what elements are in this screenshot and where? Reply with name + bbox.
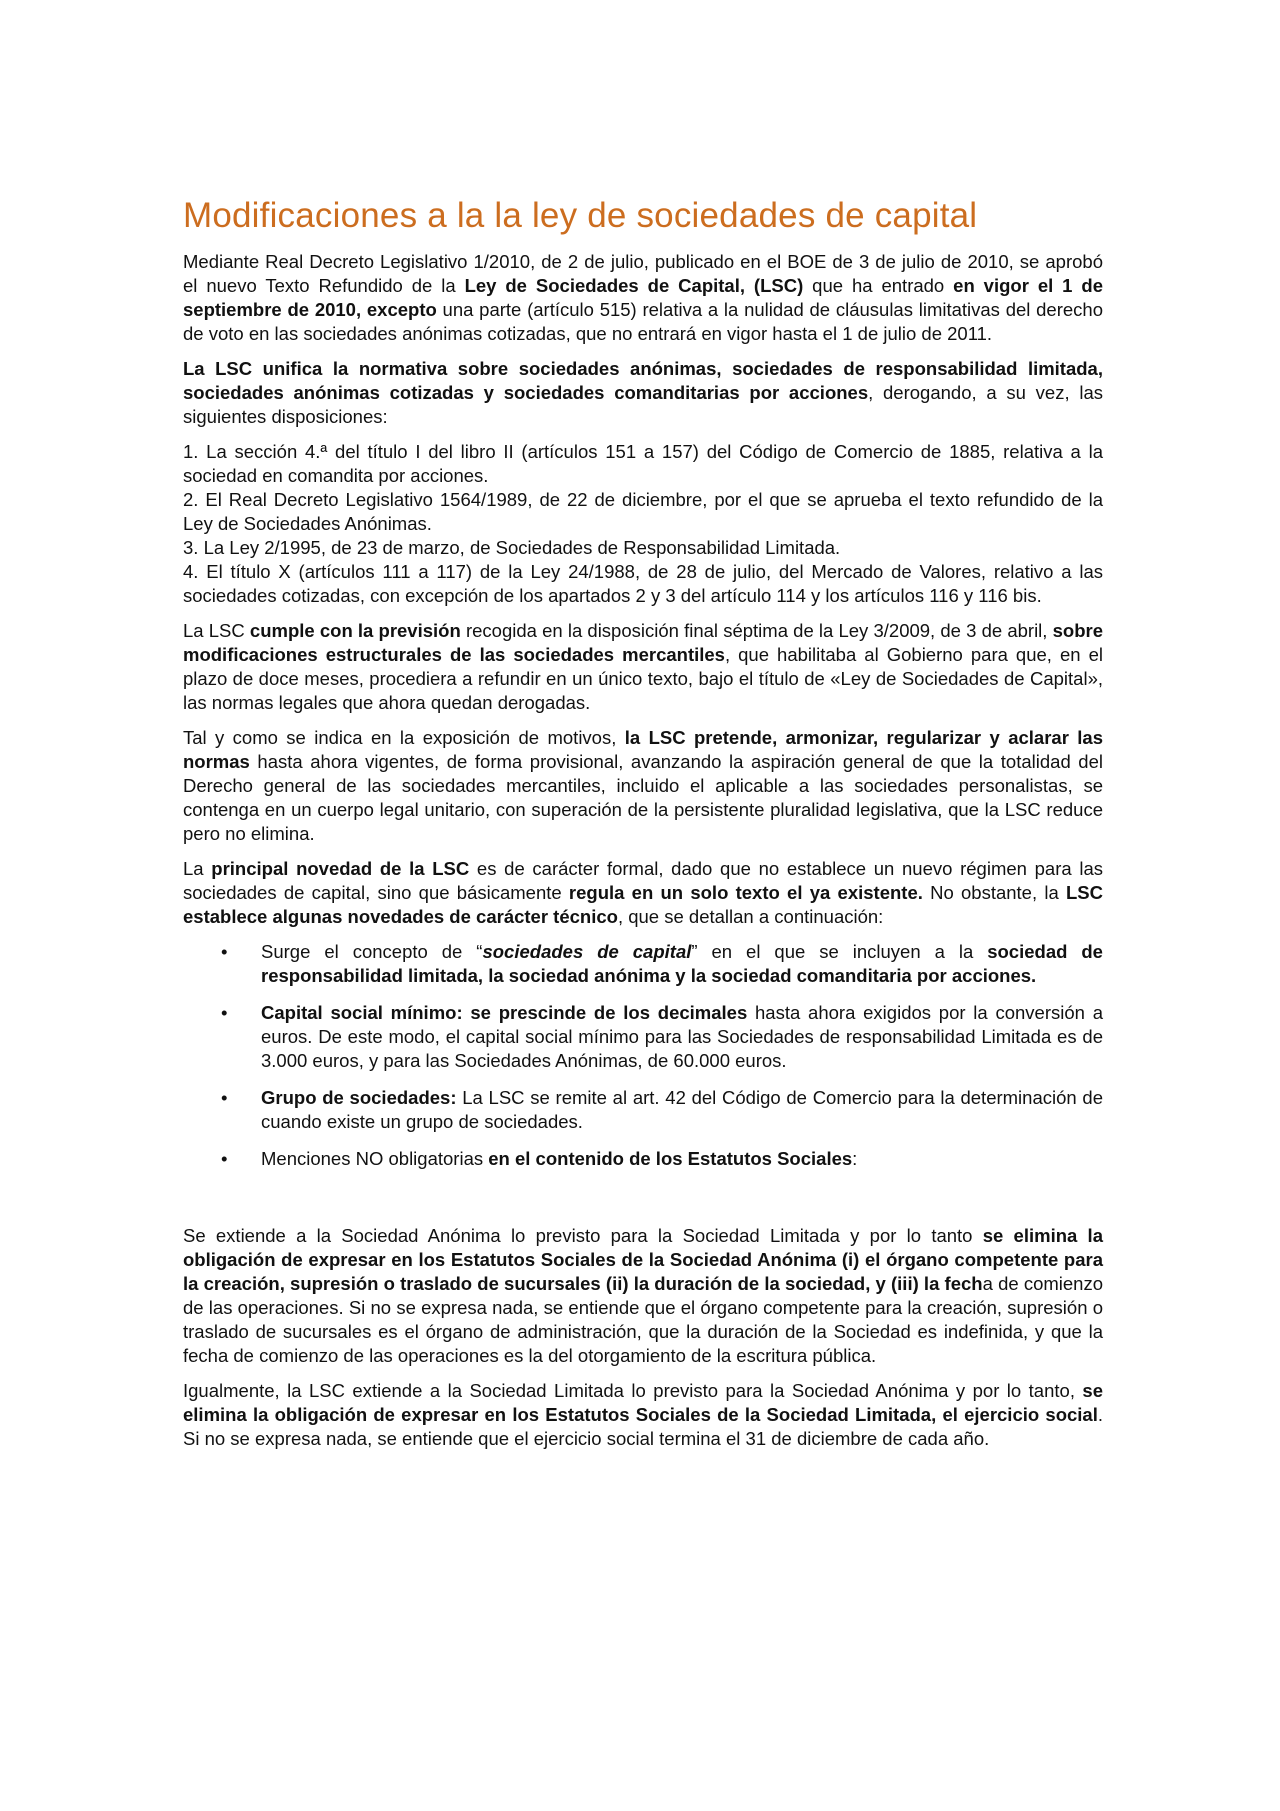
document-page — [183, 196, 1103, 1462]
bullet-text: Grupo de sociedades: La LSC se remite al art. 42 del Código de Comercio para la determinación de cuando existe un grupo de sociedades. — [261, 1087, 1103, 1132]
paragraph: La LSC unifica la normativa sobre sociedades anónimas, sociedades de responsabilidad limitada, sociedades anónimas cotizadas y sociedades comanditarias por acciones, derogando, a su vez, las siguientes disposiciones: — [183, 358, 1103, 427]
bullet-text: Capital social mínimo: se prescinde de los decimales hasta ahora exigidos por la conversión a euros. De este modo, el capital social mínimo para las Sociedades de responsabilidad Limitada es de 3.000 euros, y para las Sociedades Anónimas, de 60.000 euros. — [261, 1002, 1103, 1071]
bullet-icon: • — [221, 1148, 228, 1169]
bullet-item — [221, 940, 1103, 988]
emphasis-text: Capital social mínimo: se prescinde de los decimales — [261, 1002, 748, 1023]
numbered-list-item: 3. La Ley 2/1995, de 23 de marzo, de Sociedades de Responsabilidad Limitada. — [183, 537, 841, 558]
paragraph: Igualmente, la LSC extiende a la Sociedad Limitada lo previsto para la Sociedad Anónima y por lo tanto, se elimina la obligación de expresar en los Estatutos Sociales de la Sociedad Limitada, el ejercicio social. Si no se expresa nada, se entiende que el ejercicio social termina el 31 de diciembre de cada año. — [183, 1380, 1103, 1449]
emphasis-text: sobre modificaciones estructurales de las sociedades mercantiles — [183, 620, 1103, 665]
emphasis-text: la LSC pretende, armonizar, regularizar y aclarar las normas — [183, 727, 1103, 772]
bullet-item — [221, 1086, 1103, 1134]
bullet-list — [183, 940, 1103, 1171]
emphasis-text: se elimina la obligación de expresar en los Estatutos Sociales de la Sociedad Limitada, el ejercicio social — [183, 1380, 1103, 1425]
bullet-icon: • — [221, 941, 228, 962]
bullet-item — [221, 1147, 1103, 1171]
intro-section — [183, 250, 1103, 429]
paragraph: La principal novedad de la LSC es de carácter formal, dado que no establece un nuevo régimen para las sociedades de capital, sino que básicamente regula en un solo texto el ya existente. No obstante, la LSC establece algunas novedades de carácter técnico, que se detallan a continuación: — [183, 858, 1104, 927]
emphasis-text: sociedad de responsabilidad limitada, la sociedad anónima y la sociedad comanditaria por acciones. — [261, 941, 1103, 986]
paragraph: La LSC cumple con la previsión recogida en la disposición final séptima de la Ley 3/2009, de 3 de abril, sobre modificaciones estructurales de las sociedades mercantiles, que habilitaba al Gobierno para que, en el plazo de doce meses, procediera a refundir en un único texto, bajo el título de «Ley de Sociedades de Capital», las normas legales que ahora quedan derogadas. — [183, 620, 1103, 713]
numbered-list-item: 1. La sección 4.ª del título I del libro II (artículos 151 a 157) del Código de Comercio de 1885, relativa a la sociedad en comandita por acciones. — [183, 441, 1103, 486]
bullet-item — [221, 1001, 1103, 1073]
emphasis-text: regula en un solo texto el ya existente. — [568, 882, 923, 903]
emphasis-text: Grupo de sociedades: — [261, 1087, 457, 1108]
emphasis-text: principal novedad de la LSC — [211, 858, 470, 879]
bullet-text: Surge el concepto de “sociedades de capital” en el que se incluyen a la sociedad de responsabilidad limitada, la sociedad anónima y la sociedad comanditaria por acciones. — [261, 941, 1103, 986]
emphasis-text: se elimina la obligación de expresar en los Estatutos Sociales de la Sociedad Anónima (i) el órgano competente para la creación, supresión o traslado de sucursales (ii) la duración de la sociedad, y (iii) la fech — [183, 1225, 1103, 1294]
paragraph: Tal y como se indica en la exposición de motivos, la LSC pretende, armonizar, regularizar y aclarar las normas hasta ahora vigentes, de forma provisional, avanzando la aspiración general de que la totalidad del Derecho general de las sociedades mercantiles, incluido el aplicable a las sociedades personalistas, se contenga en un cuerpo legal unitario, con superación de la persistente pluralidad legislativa, que la LSC reduce pero no elimina. — [183, 727, 1103, 844]
spacer — [183, 1184, 1103, 1224]
emphasis-text: en vigor el 1 de septiembre de 2010, excepto — [183, 275, 1103, 320]
emphasis-text: LSC establece algunas novedades de carácter técnico — [183, 882, 1103, 927]
closing-section — [183, 1224, 1103, 1451]
bullet-icon: • — [221, 1002, 228, 1023]
emphasis-text: Ley de Sociedades de Capital, (LSC) — [464, 275, 804, 296]
numbered-list-item: 2. El Real Decreto Legislativo 1564/1989, de 22 de diciembre, por el que se aprueba el texto refundido de la Ley de Sociedades Anónimas. — [183, 489, 1103, 534]
body-section — [183, 619, 1103, 929]
bullet-text: Menciones NO obligatorias en el contenido de los Estatutos Sociales: — [261, 1148, 858, 1169]
numbered-list — [183, 440, 1103, 608]
paragraph: Se extiende a la Sociedad Anónima lo previsto para la Sociedad Limitada y por lo tanto se elimina la obligación de expresar en los Estatutos Sociales de la Sociedad Anónima (i) el órgano competente para la creación, supresión o traslado de sucursales (ii) la duración de la sociedad, y (iii) la fecha de comienzo de las operaciones. Si no se expresa nada, se entiende que el órgano competente para la creación, supresión o traslado de sucursales es el órgano de administración, que la duración de la Sociedad es indefinida, y que la fecha de comienzo de las operaciones es la del otorgamiento de la escritura pública. — [183, 1225, 1104, 1366]
document-title: Modificaciones a la la ley de sociedades de capital — [183, 196, 978, 235]
numbered-list-item: 4. El título X (artículos 111 a 117) de la Ley 24/1988, de 28 de julio, del Mercado de Valores, relativo a las sociedades cotizadas, con excepción de los apartados 2 y 3 del artículo 114 y los artículos 116 y 116 bis. — [183, 561, 1103, 606]
paragraph: Mediante Real Decreto Legislativo 1/2010, de 2 de julio, publicado en el BOE de 3 de julio de 2010, se aprobó el nuevo Texto Refundido de la Ley de Sociedades de Capital, (LSC) que ha entrado en vigor el 1 de septiembre de 2010, excepto una parte (artículo 515) relativa a la nulidad de cláusulas limitativas del derecho de voto en las sociedades anónimas cotizadas, que no entrará en vigor hasta el 1 de julio de 2011. — [183, 251, 1103, 344]
emphasis-text: cumple con la previsión — [249, 620, 461, 641]
emphasis-text: sociedades de capital — [482, 941, 692, 962]
emphasis-text: La LSC unifica la normativa sobre sociedades anónimas, sociedades de responsabilidad limitada, sociedades anónimas cotizadas y sociedades comanditarias por acciones — [183, 358, 1103, 403]
bullet-icon: • — [221, 1087, 228, 1108]
emphasis-text: en el contenido de los Estatutos Sociales — [488, 1148, 853, 1169]
